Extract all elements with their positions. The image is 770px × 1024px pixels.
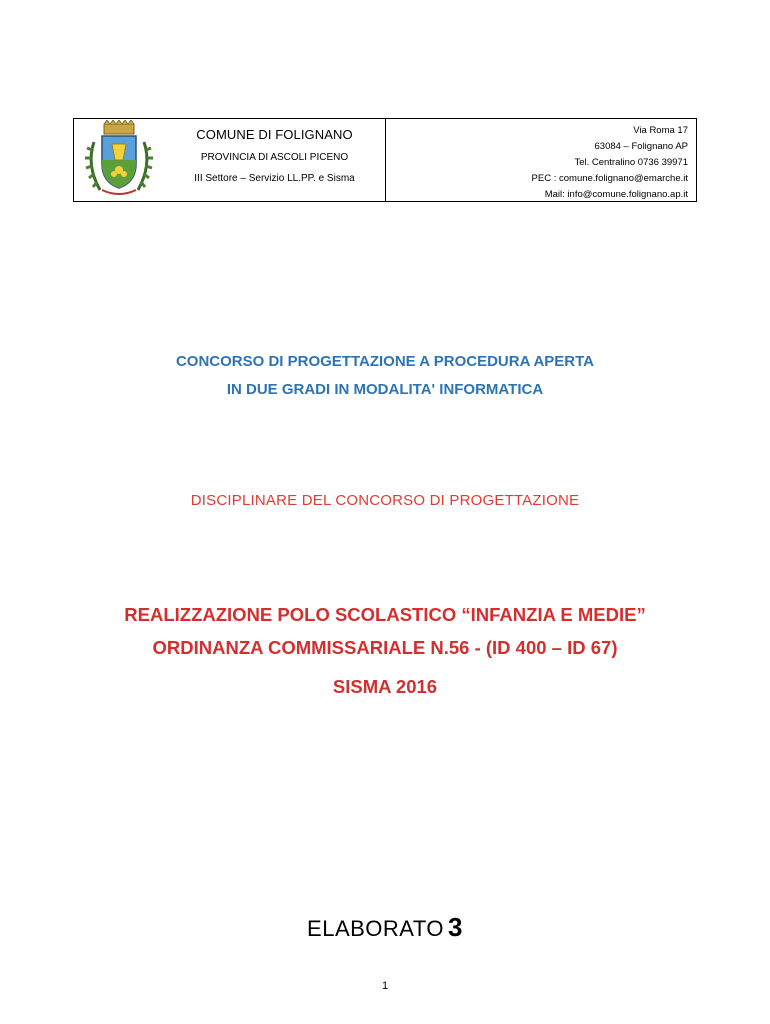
project-title bbox=[0, 598, 770, 664]
street-address: Via Roma 17 bbox=[633, 125, 688, 136]
page-number: 1 bbox=[381, 980, 389, 992]
email-address: Mail: info@comune.folignano.ap.it bbox=[544, 189, 688, 200]
phone-number: Tel. Centralino 0736 39971 bbox=[574, 157, 688, 168]
municipal-coat-of-arms-icon bbox=[80, 120, 158, 200]
elaborato-number: 3 bbox=[447, 912, 463, 942]
contest-title-line-1: CONCORSO DI PROGETTAZIONE A PROCEDURA APERTA bbox=[175, 353, 595, 370]
organization-cell bbox=[164, 119, 386, 201]
contact-cell bbox=[386, 119, 696, 201]
municipality-name: COMUNE DI FOLIGNANO bbox=[196, 127, 353, 142]
elaborato-word: ELABORATO bbox=[307, 916, 444, 941]
crest-cell bbox=[74, 119, 164, 201]
postal-city: 63084 – Folignano AP bbox=[594, 141, 688, 152]
project-title-line-1: REALIZZAZIONE POLO SCOLASTICO “INFANZIA E MEDIE” bbox=[124, 604, 646, 625]
pec-address: PEC : comune.folignano@emarche.it bbox=[531, 173, 688, 184]
sector-name: III Settore – Servizio LL.PP. e Sisma bbox=[194, 173, 355, 184]
letterhead-table bbox=[73, 118, 697, 202]
elaborato-label bbox=[0, 912, 770, 943]
province-name: PROVINCIA DI ASCOLI PICENO bbox=[200, 152, 349, 163]
contest-title-line-2: IN DUE GRADI IN MODALITA' INFORMATICA bbox=[226, 381, 544, 398]
disciplinare-subtitle: DISCIPLINARE DEL CONCORSO DI PROGETTAZIONE bbox=[190, 492, 580, 509]
contest-title bbox=[0, 348, 770, 404]
sisma-title: SISMA 2016 bbox=[332, 676, 438, 697]
project-title-line-2: ORDINANZA COMMISSARIALE N.56 - (ID 400 – ID 67) bbox=[152, 637, 618, 658]
